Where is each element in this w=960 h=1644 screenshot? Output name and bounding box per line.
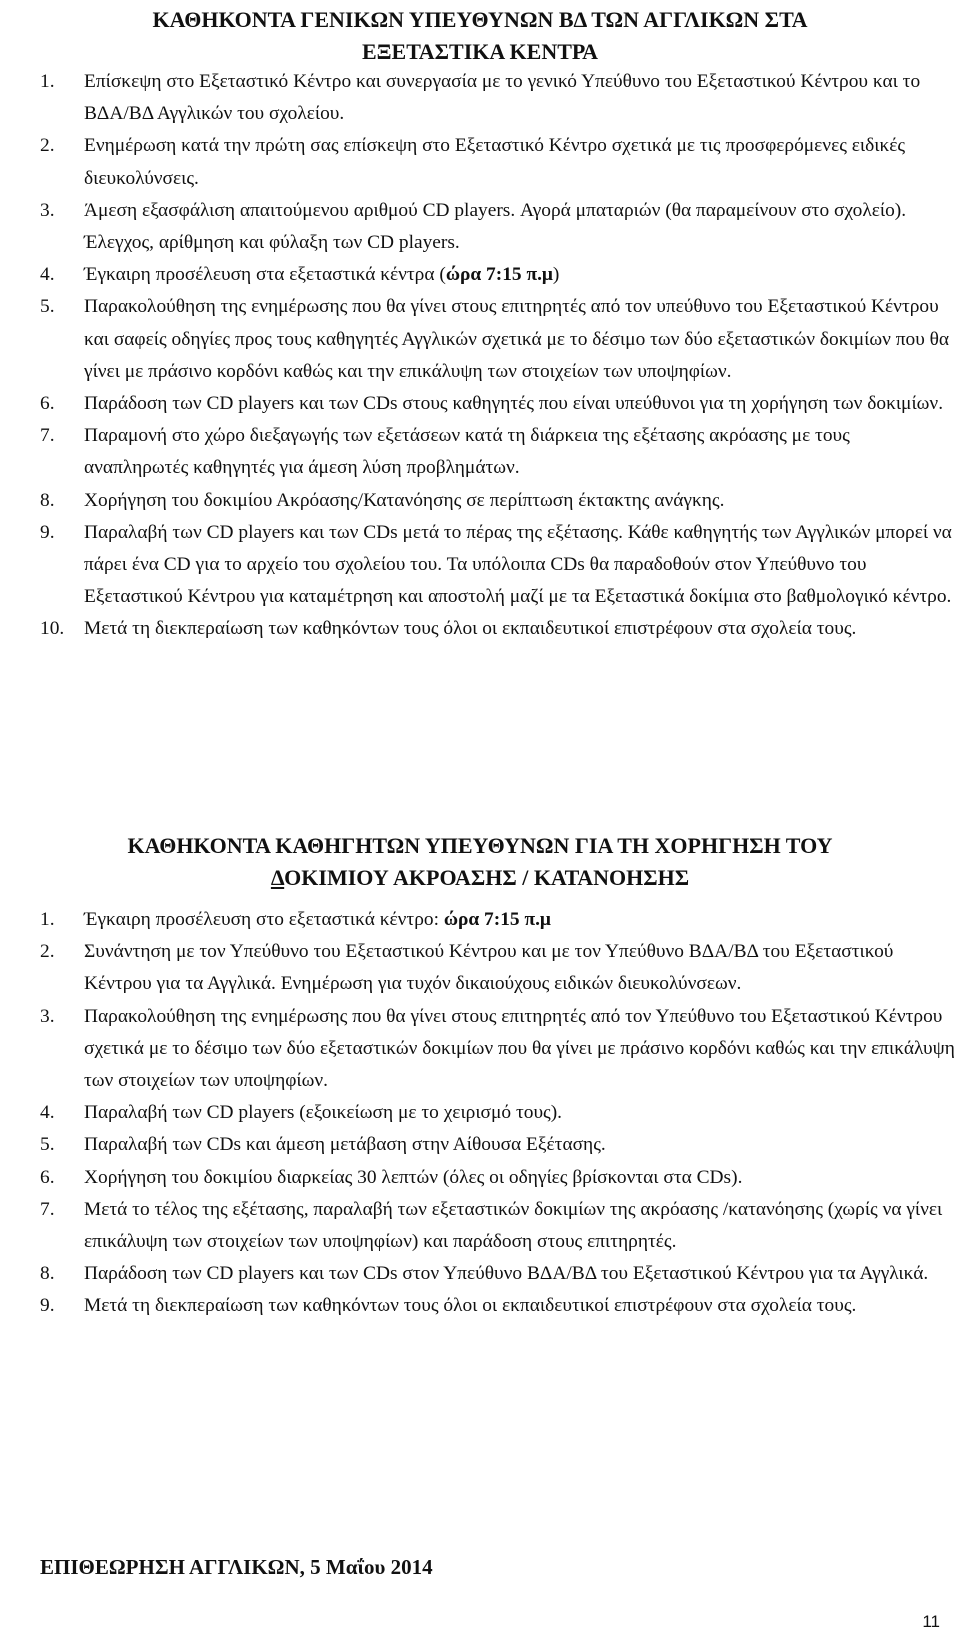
item-number: 4. bbox=[40, 264, 55, 286]
item-number: 9. bbox=[40, 521, 55, 543]
section2-item-1 bbox=[40, 904, 955, 936]
item-number: 7. bbox=[40, 1198, 55, 1220]
item-number: 8. bbox=[40, 1263, 55, 1285]
item-number: 8. bbox=[40, 489, 55, 511]
section1-item-1 bbox=[40, 66, 955, 130]
section2-title bbox=[40, 830, 920, 894]
section1-item-4 bbox=[40, 259, 955, 291]
item-number: 2. bbox=[40, 135, 55, 157]
item-number: 1. bbox=[40, 71, 55, 92]
page-number: 11 bbox=[922, 1612, 940, 1631]
section2-item-8 bbox=[40, 1258, 955, 1290]
section1-item-2 bbox=[40, 130, 955, 194]
item-text: Παραλαβή των CD players και των CDs μετά το πέρας της εξέτασης. Κάθε καθηγητής των Αγγλικών μπορεί να πάρει ένα CD για το αρχείο του σχολείου του. Τα υπόλοιπα CDs θα παραδοθούν στον Υπεύθυνο του Εξεταστικού Κέντρου για καταμέτρηση και αποστολή μαζί με τα Εξεταστικά δοκίμια στο βαθμολογικό κέντρο. bbox=[84, 521, 952, 608]
section2-title-line2: ΔΟΚΙΜΙΟΥ ΑΚΡΟΑΣΗΣ / ΚΑΤΑΝΟΗΣΗΣ bbox=[270, 865, 690, 890]
section1-item-8 bbox=[40, 485, 955, 517]
item-number: 6. bbox=[40, 393, 55, 415]
item-number: 2. bbox=[40, 941, 55, 963]
item-text: Μετά το τέλος της εξέτασης, παραλαβή των εξεταστικών δοκιμίων της ακρόασης /κατανόησης (χωρίς να γίνει επικάλυψη των στοιχείων των υποψηφίων) και παράδοση στους επιτηρητές. bbox=[84, 1198, 943, 1253]
item-text: Παρακολούθηση της ενημέρωσης που θα γίνει στους επιτηρητές από τον Υπεύθυνο του Εξεταστικού Κέντρου σχετικά με το δέσιμο των δύο εξεταστικών δοκιμίων που θα γίνει με πράσινο κορδόνι καθώς και την επικάλυψη των στοιχείων των υποψηφίων. bbox=[84, 1005, 955, 1092]
item-text: Συνάντηση με τον Υπεύθυνο του Εξεταστικού Κέντρου και με τον Υπεύθυνο ΒΔΑ/ΒΔ του Εξεταστικού Κέντρου για τα Αγγλικά. Ενημέρωση για τυχόν δικαιούχους ειδικών διευκολύνσεων. bbox=[84, 941, 894, 995]
item-number: 5. bbox=[40, 1134, 55, 1156]
section2-item-4 bbox=[40, 1097, 955, 1129]
section1-item-6 bbox=[40, 388, 955, 420]
item-text: Μετά τη διεκπεραίωση των καθηκόντων τους όλοι οι εκπαιδευτικοί επιστρέφουν στα σχολεία τους. bbox=[84, 618, 857, 640]
item-time-bold: ώρα 7:15 π.μ bbox=[443, 909, 551, 930]
item-text: Έγκαιρη προσέλευση στο εξεταστικά κέντρο: ώρα 7:15 π.μ bbox=[84, 909, 551, 930]
item-number: 7. bbox=[40, 425, 55, 447]
section1-item-10 bbox=[40, 613, 955, 645]
section2-item-7 bbox=[40, 1194, 955, 1258]
item-number: 6. bbox=[40, 1166, 55, 1188]
item-text: Μετά τη διεκπεραίωση των καθηκόντων τους όλοι οι εκπαιδευτικοί επιστρέφουν στα σχολεία τους. bbox=[84, 1295, 857, 1317]
item-text: Ενημέρωση κατά την πρώτη σας επίσκεψη στο Εξεταστικό Κέντρο σχετικά με τις προσφερόμενες ειδικές διευκολύνσεις. bbox=[84, 135, 906, 189]
item-text: Χορήγηση του δοκιμίου Ακρόασης/Κατανόησης σε περίπτωση έκτακτης ανάγκης. bbox=[84, 489, 725, 511]
footer-signature: ΕΠΙΘΕΩΡΗΣΗ ΑΓΓΛΙΚΩΝ, 5 Μαΐου 2014 bbox=[40, 1555, 433, 1579]
item-text: Παράδοση των CD players και των CDs στους καθηγητές που είναι υπεύθυνοι για τη χορήγηση των δοκιμίων. bbox=[84, 393, 944, 415]
item-number: 10. bbox=[40, 618, 65, 640]
section2-list bbox=[40, 904, 955, 1323]
section2-item-2 bbox=[40, 936, 955, 1000]
item-number: 5. bbox=[40, 296, 55, 318]
section1-item-7 bbox=[40, 420, 955, 484]
item-text: Άμεση εξασφάλιση απαιτούμενου αριθμού CD players. Αγορά μπαταριών (θα παραμείνουν στο σχολείο). Έλεγχος, αρίθμηση και φύλαξη των CD players. bbox=[84, 199, 907, 254]
item-text: Παρακολούθηση της ενημέρωσης που θα γίνει στους επιτηρητές από τον υπεύθυνο του Εξεταστικού Κέντρου και σαφείς οδηγίες προς τους καθηγητές Αγγλικών σχετικά με το δέσιμο των δύο εξεταστικών δοκιμίων που θα γίνει με πράσινο κορδόνι καθώς και την επικάλυψη των στοιχείων των υποψηφίων. bbox=[84, 296, 950, 382]
section2-item-3 bbox=[40, 1001, 955, 1098]
item-time-bold: ώρα 7:15 π.μ bbox=[445, 264, 553, 286]
item-text: Παραμονή στο χώρο διεξαγωγής των εξετάσεων κατά τη διάρκεια της εξέτασης ακρόασης με τους αναπληρωτές καθηγητές για άμεση λύση προβλημάτων. bbox=[84, 425, 850, 479]
section1-list bbox=[40, 66, 955, 646]
item-number: 1. bbox=[40, 909, 55, 930]
item-text: Επίσκεψη στο Εξεταστικό Κέντρο και συνεργασία με το γενικό Υπεύθυνο του Εξεταστικού Κέντρου και το ΒΔΑ/ΒΔ Αγγλικών του σχολείου. bbox=[84, 71, 921, 125]
item-number: 3. bbox=[40, 1005, 55, 1027]
section1-item-9 bbox=[40, 517, 955, 614]
section2-title-line1: ΚΑΘΗΚΟΝΤΑ ΚΑΘΗΓΗΤΩΝ ΥΠΕΥΘΥΝΩΝ ΓΙΑ ΤΗ ΧΟΡΗΓΗΣΗ ΤΟΥ bbox=[127, 833, 833, 858]
section2-item-9 bbox=[40, 1290, 955, 1322]
item-text: Έγκαιρη προσέλευση στα εξεταστικά κέντρα (ώρα 7:15 π.μ) bbox=[84, 264, 560, 286]
section1-item-3 bbox=[40, 195, 955, 259]
section1-title-line1: ΚΑΘΗΚΟΝΤΑ ΓΕΝΙΚΩΝ ΥΠΕΥΘΥΝΩΝ ΒΔ ΤΩΝ ΑΓΓΛΙΚΩΝ ΣΤΑ bbox=[152, 7, 808, 32]
item-text: Παράδοση των CD players και των CDs στον Υπεύθυνο ΒΔΑ/ΒΔ του Εξεταστικού Κέντρου για τα Αγγλικά. bbox=[84, 1263, 929, 1285]
item-number: 3. bbox=[40, 199, 55, 221]
section1-title-line2: ΕΞΕΤΑΣΤΙΚΑ ΚΕΝΤΡΑ bbox=[361, 39, 599, 64]
item-number: 9. bbox=[40, 1295, 55, 1317]
section1-title bbox=[40, 4, 920, 68]
item-text: Παραλαβή των CD players (εξοικείωση με το χειρισμό τους). bbox=[84, 1102, 563, 1124]
item-text: Παραλαβή των CDs και άμεση μετάβαση στην Αίθουσα Εξέτασης. bbox=[84, 1134, 606, 1156]
section2-item-6 bbox=[40, 1162, 955, 1194]
item-number: 4. bbox=[40, 1102, 55, 1124]
section1-item-5 bbox=[40, 291, 955, 388]
item-text: Χορήγηση του δοκιμίου διαρκείας 30 λεπτών (όλες οι οδηγίες βρίσκονται στα CDs). bbox=[84, 1166, 743, 1188]
section2-item-5 bbox=[40, 1129, 955, 1161]
